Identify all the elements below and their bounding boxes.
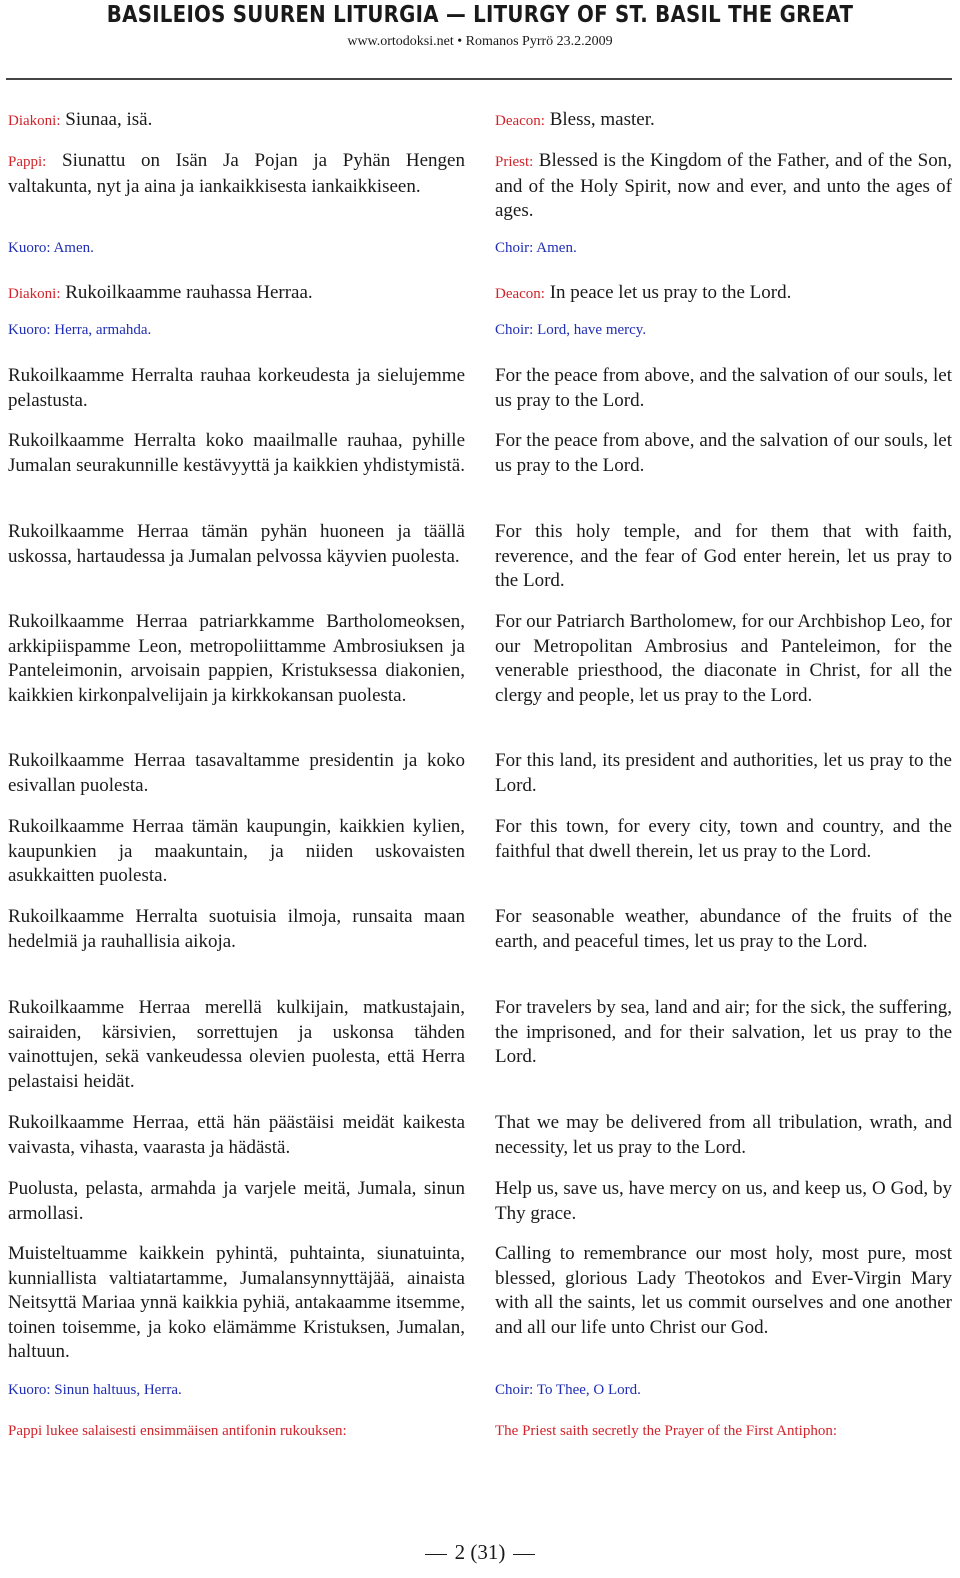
en-petition: Help us, save us, have mercy on us, and keep us, O God, by Thy grace. (495, 1178, 952, 1224)
fi-line-deacon (8, 108, 465, 134)
line-text: Herra, armahda. (54, 322, 152, 338)
line-text: Lord, have mercy. (537, 322, 647, 338)
en-line-deacon (495, 108, 952, 134)
footer-dash (513, 1554, 535, 1555)
line-text: Amen. (53, 240, 94, 256)
line-text: Siunattu on Isän Ja Pojan ja Pyhän Hengen valtakunta, nyt ja aina ja iankaikkisesta iankaikkiseen. (8, 150, 465, 197)
role-label: Diakoni: (8, 113, 61, 129)
fi-line-choir (8, 1380, 465, 1400)
fi-petition: Rukoilkaamme Herralta koko maailmalle rauhaa, pyhille Jumalan seurakunnille kestävyyttä ja kaikkien yhdistymistä. (8, 430, 465, 476)
page-number: 2 (31) (454, 1540, 506, 1564)
en-petition: For this land, its president and authorities, let us pray to the Lord. (495, 750, 952, 796)
fi-petition: Rukoilkaamme Herraa merellä kulkijain, matkustajain, sairaiden, kärsivien, sorrettujen ja uskonsa tähden vainottujen, sekä vankeudessa olevien puolesta, että Herra pelastaisi heidät. (8, 997, 465, 1092)
fi-petition: Rukoilkaamme Herralta suotuisia ilmoja, runsaita maan hedelmiä ja rauhallisia aikoja. (8, 906, 465, 952)
en-line-priest (495, 149, 952, 224)
fi-rubric: Pappi lukee salaisesti ensimmäisen antifonin rukouksen: (8, 1423, 347, 1439)
en-petition: That we may be delivered from all tribulation, wrath, and necessity, let us pray to the Lord. (495, 1112, 952, 1158)
role-label: Choir: (495, 240, 534, 256)
fi-line-deacon (8, 281, 465, 307)
fi-petition: Puolusta, pelasta, armahda ja varjele meitä, Jumala, sinun armollasi. (8, 1178, 465, 1224)
role-label: Choir: (495, 1382, 534, 1398)
en-petition: Calling to remembrance our most holy, most pure, most blessed, glorious Lady Theotokos and Ever-Virgin Mary with all the saints, let us commit ourselves and one another and all our life unto Christ our God. (495, 1243, 952, 1338)
en-petition: For seasonable weather, abundance of the fruits of the earth, and peaceful times, let us pray to the Lord. (495, 906, 952, 952)
en-petition: For travelers by sea, land and air; for the sick, the suffering, the imprisoned, and for their salvation, let us pray to the Lord. (495, 997, 952, 1068)
en-rubric: The Priest saith secretly the Prayer of the First Antiphon: (495, 1423, 838, 1439)
fi-petition: Rukoilkaamme Herraa tasavaltamme presidentin ja koko esivallan puolesta. (8, 750, 465, 796)
en-line-choir (495, 238, 952, 258)
line-text: Amen. (536, 240, 577, 256)
role-label: Kuoro: (8, 1382, 51, 1398)
fi-petition: Rukoilkaamme Herraa, että hän päästäisi meidät kaikesta vaivasta, vihasta, vaarasta ja hädästä. (8, 1112, 465, 1158)
en-petition: For the peace from above, and the salvation of our souls, let us pray to the Lord. (495, 430, 952, 476)
role-label: Kuoro: (8, 240, 51, 256)
role-label: Diakoni: (8, 286, 61, 302)
en-petition: For this holy temple, and for them that with faith, reverence, and the fear of God enter herein, let us pray to the Lord. (495, 521, 952, 592)
fi-petition: Muisteltuamme kaikkein pyhintä, puhtainta, siunatuinta, kunniallista valtiatartamme, Jumalansynnyttäjää, ainaista Neitsyttä Mariaa ynnä kaikkia pyhiä, antakaamme itsemme, toinen toisemme, ja koko elämämme Kristuksen, Jumalan, haltuun. (8, 1243, 465, 1363)
role-label: Choir: (495, 322, 534, 338)
role-label: Priest: (495, 154, 534, 170)
fi-petition: Rukoilkaamme Herraa tämän pyhän huoneen ja täällä uskossa, hartaudessa ja Jumalan pelvossa käyvien puolesta. (8, 521, 465, 567)
en-line-deacon (495, 281, 952, 307)
en-petition: For the peace from above, and the salvation of our souls, let us pray to the Lord. (495, 365, 952, 411)
role-label: Kuoro: (8, 322, 51, 338)
en-line-choir (495, 1380, 952, 1400)
header-rule (6, 78, 952, 80)
role-label: Deacon: (495, 113, 545, 129)
en-line-choir (495, 320, 952, 340)
en-petition: For our Patriarch Bartholomew, for our Archbishop Leo, for our Metropolitan Ambrosius and Panteleimon, for the venerable priesthood, the diaconate in Christ, for all the clergy and people, let us pray to the Lord. (495, 611, 952, 706)
fi-petition: Rukoilkaamme Herralta rauhaa korkeudesta ja sielujemme pelastusta. (8, 365, 465, 411)
role-label: Pappi: (8, 154, 47, 170)
page-header (0, 0, 960, 82)
en-petition: For this town, for every city, town and country, and the faithful that dwell therein, let us pray to the Lord. (495, 816, 952, 862)
fi-line-choir (8, 238, 465, 258)
line-text: To Thee, O Lord. (536, 1382, 641, 1398)
line-text: Siunaa, isä. (65, 109, 153, 130)
document-subtitle: www.ortodoksi.net • Romanos Pyrrö 23.2.2009 (347, 34, 613, 49)
line-text: Blessed is the Kingdom of the Father, and of the Son, and of the Holy Spirit, now and ever, and unto the ages of ages. (495, 150, 952, 222)
line-text: Bless, master. (549, 109, 655, 130)
fi-petition: Rukoilkaamme Herraa patriarkkamme Bartholomeoksen, arkkipiispamme Leon, metropoliittamme Ambrosiuksen ja Panteleimonin, arvoisain pappien, Kristuksessa diakonien, kaikkien kirkonpalvelijain ja kirkkokansan puolesta. (8, 611, 465, 706)
line-text: In peace let us pray to the Lord. (549, 282, 792, 303)
footer-dash (425, 1554, 447, 1555)
line-text: Sinun haltuus, Herra. (54, 1382, 182, 1398)
fi-petition: Rukoilkaamme Herraa tämän kaupungin, kaikkien kylien, kaupunkien ja maakuntain, ja niiden uskovaisten asukkaitten puolesta. (8, 816, 465, 887)
line-text: Rukoilkaamme rauhassa Herraa. (65, 282, 313, 303)
document-title: BASILEIOS SUUREN LITURGIA — LITURGY OF ST. BASIL THE GREAT (106, 2, 854, 28)
fi-line-priest (8, 149, 465, 199)
fi-line-choir (8, 320, 465, 340)
role-label: Deacon: (495, 286, 545, 302)
page-footer (0, 1540, 960, 1565)
